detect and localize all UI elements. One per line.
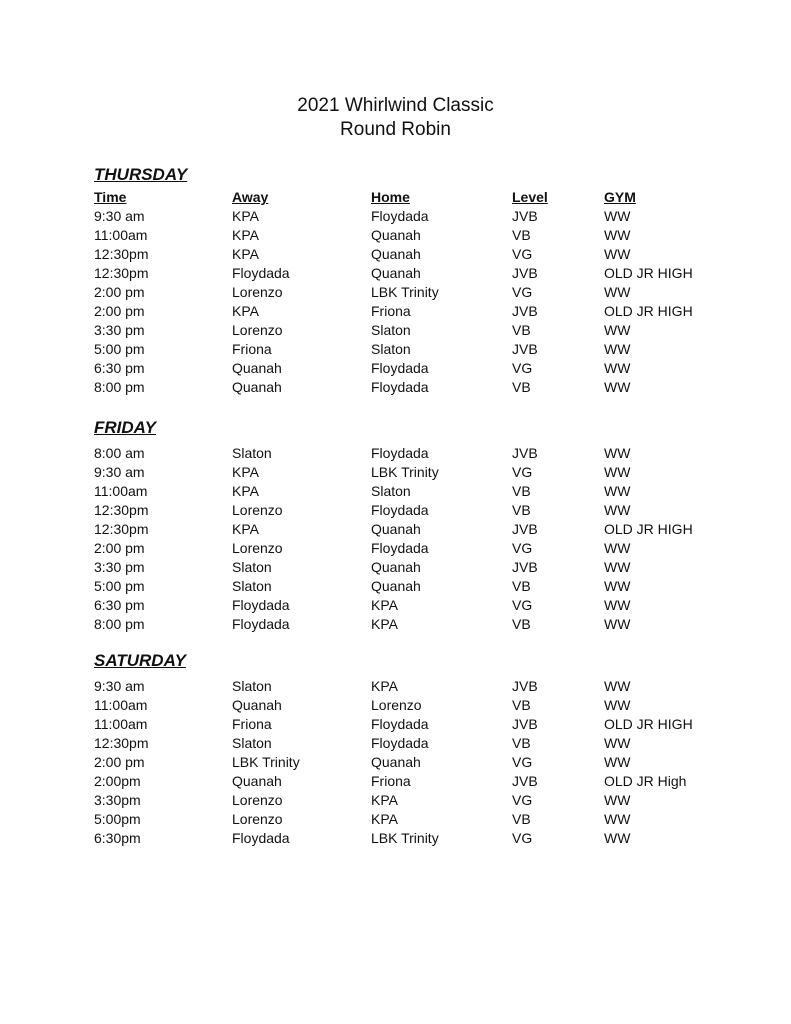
cell-level: VG — [512, 792, 533, 808]
cell-away: KPA — [232, 246, 259, 262]
cell-away: KPA — [232, 303, 259, 319]
cell-away: LBK Trinity — [232, 754, 300, 770]
cell-level: VG — [512, 754, 533, 770]
cell-level: VG — [512, 464, 533, 480]
cell-level: VB — [512, 322, 531, 338]
cell-time: 5:00 pm — [94, 578, 145, 594]
cell-time: 2:00 pm — [94, 540, 145, 556]
cell-home: KPA — [371, 597, 398, 613]
cell-away: Slaton — [232, 445, 272, 461]
cell-gym: WW — [604, 208, 631, 224]
day-heading-thursday: THURSDAY — [94, 165, 188, 184]
cell-away: Quanah — [232, 697, 282, 713]
cell-gym: WW — [604, 559, 631, 575]
title-line-2: Round Robin — [340, 119, 451, 140]
game-row — [0, 753, 791, 772]
game-row — [0, 207, 791, 226]
cell-gym: WW — [604, 445, 631, 461]
game-row — [0, 283, 791, 302]
cell-away: Floydada — [232, 616, 290, 632]
cell-away: Floydada — [232, 597, 290, 613]
cell-home: Floydada — [371, 379, 429, 395]
cell-home: KPA — [371, 792, 398, 808]
cell-away: Floydada — [232, 830, 290, 846]
cell-time: 5:00 pm — [94, 341, 145, 357]
cell-level: JVB — [512, 445, 538, 461]
cell-home: LBK Trinity — [371, 284, 439, 300]
cell-away: KPA — [232, 521, 259, 537]
game-row — [0, 615, 791, 634]
cell-level: VB — [512, 578, 531, 594]
cell-home: Quanah — [371, 246, 421, 262]
cell-home: KPA — [371, 678, 398, 694]
game-row — [0, 378, 791, 397]
cell-level: VG — [512, 830, 533, 846]
cell-home: Floydada — [371, 360, 429, 376]
cell-home: Floydada — [371, 208, 429, 224]
cell-gym: WW — [604, 246, 631, 262]
cell-away: Friona — [232, 341, 272, 357]
cell-home: Friona — [371, 773, 411, 789]
cell-gym: WW — [604, 735, 631, 751]
cell-gym: WW — [604, 284, 631, 300]
cell-level: VB — [512, 735, 531, 751]
cell-home: Quanah — [371, 578, 421, 594]
cell-level: VB — [512, 811, 531, 827]
cell-home: Floydada — [371, 445, 429, 461]
game-row — [0, 539, 791, 558]
cell-away: Lorenzo — [232, 502, 283, 518]
game-row — [0, 596, 791, 615]
cell-gym: WW — [604, 322, 631, 338]
title-line-1: 2021 Whirlwind Classic — [297, 95, 494, 116]
cell-time: 12:30pm — [94, 265, 149, 281]
cell-time: 5:00pm — [94, 811, 141, 827]
game-row — [0, 245, 791, 264]
cell-level: JVB — [512, 303, 538, 319]
cell-level: VG — [512, 284, 533, 300]
cell-time: 3:30pm — [94, 792, 141, 808]
cell-home: Floydada — [371, 502, 429, 518]
cell-level: VB — [512, 697, 531, 713]
cell-gym: OLD JR HIGH — [604, 716, 693, 732]
column-headers — [0, 188, 791, 207]
cell-away: KPA — [232, 208, 259, 224]
cell-away: Slaton — [232, 559, 272, 575]
cell-home: Slaton — [371, 483, 411, 499]
cell-away: KPA — [232, 227, 259, 243]
cell-home: Quanah — [371, 265, 421, 281]
cell-away: Slaton — [232, 578, 272, 594]
cell-away: Slaton — [232, 678, 272, 694]
game-row — [0, 677, 791, 696]
cell-gym: OLD JR High — [604, 773, 687, 789]
day-heading-saturday: SATURDAY — [94, 651, 186, 670]
cell-level: VB — [512, 616, 531, 632]
cell-gym: WW — [604, 540, 631, 556]
document-title — [0, 94, 791, 142]
cell-time: 11:00am — [94, 697, 148, 713]
cell-home: Lorenzo — [371, 697, 422, 713]
game-row — [0, 558, 791, 577]
cell-time: 11:00am — [94, 483, 148, 499]
game-row — [0, 482, 791, 501]
cell-away: Quanah — [232, 773, 282, 789]
cell-time: 6:30 pm — [94, 597, 145, 613]
cell-away: Slaton — [232, 735, 272, 751]
cell-time: 8:00 pm — [94, 616, 145, 632]
cell-time: 11:00am — [94, 227, 148, 243]
cell-time: 2:00 pm — [94, 303, 145, 319]
cell-gym: WW — [604, 830, 631, 846]
cell-time: 12:30pm — [94, 521, 149, 537]
cell-time: 12:30pm — [94, 502, 149, 518]
cell-gym: OLD JR HIGH — [604, 265, 693, 281]
header-home: Home — [371, 189, 410, 205]
cell-away: KPA — [232, 464, 259, 480]
cell-away: Lorenzo — [232, 284, 283, 300]
cell-level: VB — [512, 379, 531, 395]
cell-home: LBK Trinity — [371, 830, 439, 846]
cell-home: KPA — [371, 811, 398, 827]
cell-away: Lorenzo — [232, 792, 283, 808]
cell-level: VG — [512, 597, 533, 613]
cell-level: JVB — [512, 521, 538, 537]
game-row — [0, 302, 791, 321]
game-row — [0, 463, 791, 482]
cell-home: Floydada — [371, 716, 429, 732]
game-row — [0, 734, 791, 753]
cell-away: Friona — [232, 716, 272, 732]
cell-time: 8:00 pm — [94, 379, 145, 395]
game-row — [0, 791, 791, 810]
game-row — [0, 444, 791, 463]
cell-time: 12:30pm — [94, 735, 149, 751]
cell-away: Floydada — [232, 265, 290, 281]
cell-level: VB — [512, 502, 531, 518]
cell-gym: WW — [604, 379, 631, 395]
game-row — [0, 715, 791, 734]
cell-gym: WW — [604, 483, 631, 499]
cell-gym: OLD JR HIGH — [604, 303, 693, 319]
cell-time: 9:30 am — [94, 208, 145, 224]
cell-home: Floydada — [371, 735, 429, 751]
cell-level: VG — [512, 540, 533, 556]
cell-time: 6:30pm — [94, 830, 141, 846]
game-row — [0, 340, 791, 359]
game-row — [0, 226, 791, 245]
game-row — [0, 829, 791, 848]
cell-time: 9:30 am — [94, 464, 145, 480]
cell-time: 6:30 pm — [94, 360, 145, 376]
cell-gym: WW — [604, 360, 631, 376]
cell-time: 3:30 pm — [94, 559, 145, 575]
cell-level: JVB — [512, 265, 538, 281]
cell-home: Slaton — [371, 341, 411, 357]
header-level: Level — [512, 189, 548, 205]
cell-level: JVB — [512, 716, 538, 732]
cell-level: JVB — [512, 559, 538, 575]
cell-time: 11:00am — [94, 716, 148, 732]
cell-gym: WW — [604, 578, 631, 594]
cell-level: VG — [512, 246, 533, 262]
cell-gym: WW — [604, 597, 631, 613]
game-row — [0, 810, 791, 829]
cell-gym: WW — [604, 616, 631, 632]
cell-away: Lorenzo — [232, 322, 283, 338]
cell-gym: WW — [604, 678, 631, 694]
cell-away: Lorenzo — [232, 811, 283, 827]
cell-time: 9:30 am — [94, 678, 145, 694]
cell-away: KPA — [232, 483, 259, 499]
cell-home: LBK Trinity — [371, 464, 439, 480]
cell-home: Floydada — [371, 540, 429, 556]
cell-gym: WW — [604, 464, 631, 480]
cell-gym: OLD JR HIGH — [604, 521, 693, 537]
game-row — [0, 520, 791, 539]
cell-time: 8:00 am — [94, 445, 145, 461]
cell-level: VG — [512, 360, 533, 376]
cell-home: Quanah — [371, 559, 421, 575]
cell-home: Quanah — [371, 227, 421, 243]
cell-time: 2:00 pm — [94, 754, 145, 770]
game-row — [0, 577, 791, 596]
cell-home: Quanah — [371, 754, 421, 770]
cell-gym: WW — [604, 792, 631, 808]
game-row — [0, 321, 791, 340]
cell-gym: WW — [604, 811, 631, 827]
cell-away: Quanah — [232, 360, 282, 376]
cell-time: 2:00 pm — [94, 284, 145, 300]
game-row — [0, 359, 791, 378]
header-time: Time — [94, 189, 127, 205]
cell-level: VB — [512, 227, 531, 243]
cell-level: JVB — [512, 341, 538, 357]
cell-level: JVB — [512, 678, 538, 694]
cell-level: JVB — [512, 208, 538, 224]
cell-away: Quanah — [232, 379, 282, 395]
cell-home: KPA — [371, 616, 398, 632]
cell-level: JVB — [512, 773, 538, 789]
cell-gym: WW — [604, 341, 631, 357]
cell-gym: WW — [604, 754, 631, 770]
cell-gym: WW — [604, 697, 631, 713]
header-away: Away — [232, 189, 269, 205]
cell-home: Quanah — [371, 521, 421, 537]
cell-time: 12:30pm — [94, 246, 149, 262]
cell-gym: WW — [604, 227, 631, 243]
game-row — [0, 501, 791, 520]
game-row — [0, 696, 791, 715]
cell-time: 3:30 pm — [94, 322, 145, 338]
cell-home: Friona — [371, 303, 411, 319]
day-heading-friday: FRIDAY — [94, 418, 157, 437]
cell-away: Lorenzo — [232, 540, 283, 556]
game-row — [0, 772, 791, 791]
cell-time: 2:00pm — [94, 773, 141, 789]
cell-gym: WW — [604, 502, 631, 518]
cell-home: Slaton — [371, 322, 411, 338]
header-gym: GYM — [604, 189, 636, 205]
game-row — [0, 264, 791, 283]
cell-level: VB — [512, 483, 531, 499]
